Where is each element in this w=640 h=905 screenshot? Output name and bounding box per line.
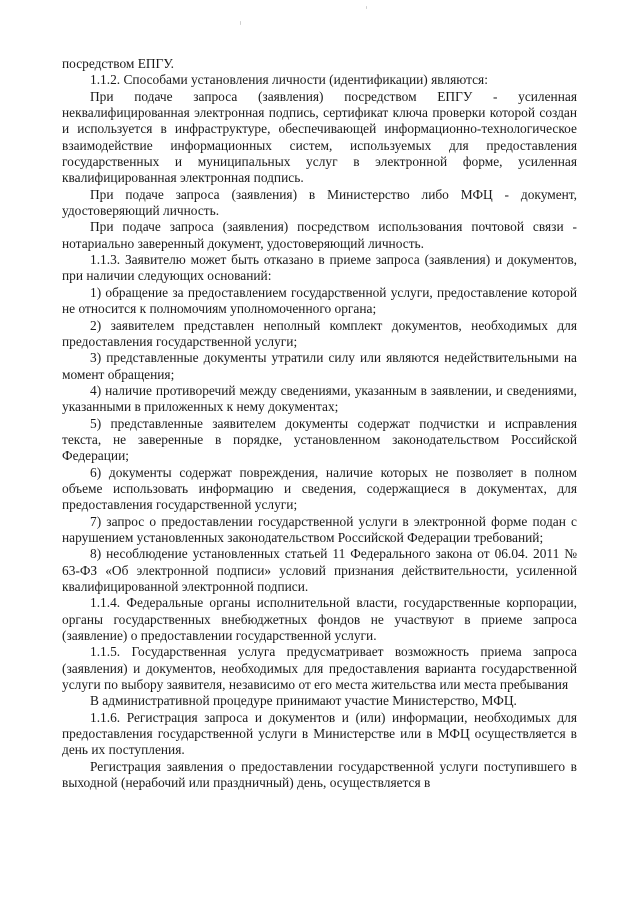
paragraph-p6: 1) обращение за предоставлением государственной услуги, предоставление которой не относится к полномочиям уполномоченного органа; bbox=[62, 284, 577, 317]
paragraph-p1: 1.1.2. Способами установления личности (идентификации) являются: bbox=[90, 72, 488, 88]
paragraph-p10: 5) представленные заявителем документы содержат подчистки и исправления текста, не заверенные в порядке, установленном законодательством Российской Федерации; bbox=[62, 415, 577, 464]
paragraph-p5: 1.1.3. Заявителю может быть отказано в приеме запроса (заявления) и документов, при наличии следующих оснований: bbox=[62, 252, 577, 284]
paragraph-p8: 3) представленные документы утратили силу или являются недействительными на момент обращения; bbox=[62, 350, 577, 382]
paragraph-p14: 1.1.4. Федеральные органы исполнительной власти, государственные корпорации, органы государственных внебюджетных фондов не участвуют в приеме запроса (заявление) о предоставлении государственной услуги. bbox=[62, 595, 577, 644]
paragraph-p16: В административной процедуре принимают участие Министерство, МФЦ. bbox=[90, 693, 517, 709]
paragraph-p2: При подаче запроса (заявления) посредством ЕПГУ - усиленная неквалифицированная электронная подпись, сертификат ключа проверки которой создан и используется в инфраструктуре, обеспечивающей информационно-технологическое взаимодействие информационных систем, используемых для предоставления государственных и муниципальных услуг в электронной форме, усиленная квалифицированная электронная подпись. bbox=[62, 88, 577, 186]
paragraph-p15: 1.1.5. Государственная услуга предусматривает возможность приема запроса (заявления) и документов, необходимых для предоставления варианта государственной услуги по выбору заявителя, независимо от его места жительства или места пребывания bbox=[62, 644, 577, 693]
paragraph-p17: 1.1.6. Регистрация запроса и документов и (или) информации, необходимых для предоставления государственной услуги в Министерстве или в МФЦ осуществляется в день их поступления. bbox=[62, 709, 577, 758]
paragraph-p0: посредством ЕПГУ. bbox=[62, 56, 174, 71]
scan-speck bbox=[366, 6, 367, 9]
scan-speck bbox=[240, 21, 241, 25]
paragraph-p7: 2) заявителем представлен неполный комплект документов, необходимых для предоставления государственной услуги; bbox=[62, 317, 577, 349]
paragraph-p11: 6) документы содержат повреждения, наличие которых не позволяет в полном объеме использовать информацию и сведения, содержащиеся в документах, для предоставления государственной услуги; bbox=[62, 464, 577, 513]
paragraph-p12: 7) запрос о предоставлении государственной услуги в электронной форме подан с нарушением установленных законодательством Российской Федерации требований; bbox=[62, 513, 577, 545]
paragraph-p4: При подаче запроса (заявления) посредством использования почтовой связи - нотариально заверенный документ, удостоверяющий личность. bbox=[62, 219, 577, 251]
paragraph-p9: 4) наличие противоречий между сведениями, указанным в заявлении, и сведениями, указанными в приложенных к нему документах; bbox=[62, 382, 577, 415]
paragraph-p18: Регистрация заявления о предоставлении государственной услуги поступившего в выходной (нерабочий или праздничный) день, осуществляется в bbox=[62, 758, 577, 791]
document-body bbox=[62, 56, 577, 791]
paragraph-p3: При подаче запроса (заявления) в Министерство либо МФЦ - документ, удостоверяющий личность. bbox=[62, 186, 577, 219]
paragraph-p13: 8) несоблюдение установленных статьей 11 Федерального закона от 06.04. 2011 № 63-ФЗ «Об электронной подписи» условий признания действительности, усиленной квалифицированной электронной подписи. bbox=[62, 546, 577, 594]
